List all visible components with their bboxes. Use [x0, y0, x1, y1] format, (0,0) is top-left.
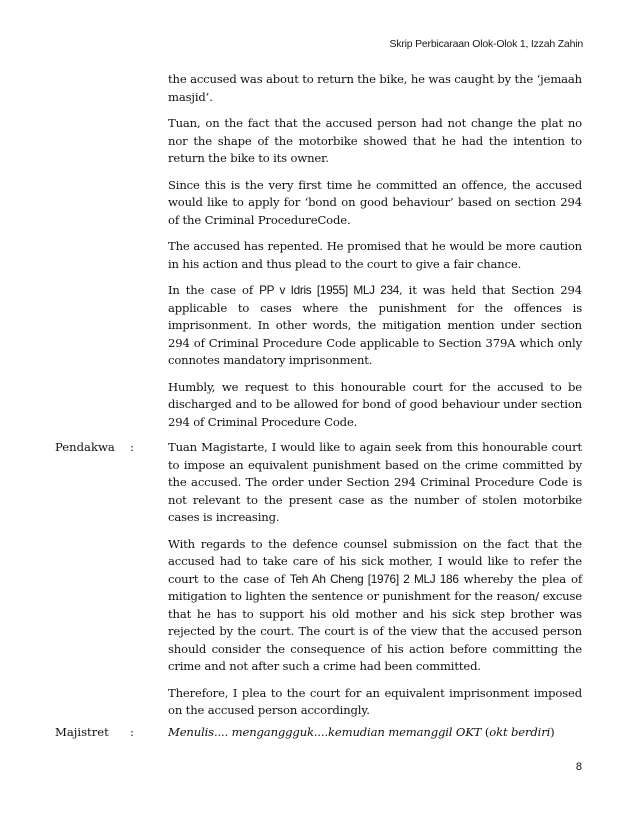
paragraph-text: , it was held that Section 294 applicable to cases where the punishment for the offences is imprisonment. In other words, the mitigation mention under section 294 of Criminal Procedure Code applicable to Section 379A which only connotes mandatory imprisonment.: [168, 283, 582, 367]
case-citation: Teh Ah Cheng [1976] 2 MLJ 186: [289, 571, 459, 586]
paragraph: the accused was about to return the bike, he was caught by the ‘jemaah masjid’.: [168, 72, 583, 104]
paragraph: Therefore, I plea to the court for an equivalent imprisonment imposed on the accused person accordingly.: [168, 685, 582, 717]
paren: ): [550, 725, 555, 739]
paragraph: Humbly, we request to this honourable court for the accused to be discharged and to be allowed for bond of good behaviour under section 294 of Criminal Procedure Code.: [168, 379, 582, 429]
prosecution-reply: [168, 439, 582, 729]
paragraph: Tuan Magistarte, I would like to again seek from this honourable court to impose an equivalent punishment based on the crime committed by the accused. The order under Section 294 Criminal Procedure Code is not relevant to the present case as the number of stolen motorbike cases is increasing.: [168, 440, 582, 524]
defence-submission: [168, 71, 582, 440]
running-header: Skrip Perbicaraan Olok-Olok 1, Izzah Zahin: [389, 38, 583, 50]
paragraph: [168, 536, 582, 676]
case-citation: PP v Idris [1955] MLJ 234: [259, 283, 400, 297]
paren: (: [481, 725, 490, 739]
paragraph-text: In the case of: [168, 283, 260, 297]
paragraph: Tuan, on the fact that the accused person had not change the plat no nor the shape of the motorbike showed that he had the intention to return the bike to its owner.: [168, 116, 582, 165]
stage-direction-note: okt berdiri: [489, 725, 551, 739]
page-number: 8: [575, 761, 582, 773]
speaker-label-majistret: Majistret: [55, 725, 109, 739]
stage-direction: Menulis.... menganggguk....kemudian memanggil OKT: [168, 725, 482, 739]
paragraph-text: whereby the plea of mitigation to lighten the sentence or punishment for the reason/ excuse that he has to support his old mother and his sick step brother was rejected by the court. The court is of the view that the accused person should consider the consequence of his action before committing the crime and not after such a crime had been committed.: [168, 571, 582, 673]
paragraph: Since this is the very first time he committed an offence, the accused would like to apply for ‘bond on good behaviour’ based on section 294 of the Criminal ProcedureCode.: [168, 177, 582, 227]
paragraph-text: With regards to the defence counsel submission on the fact that the accused had to take care of his sick mother, I would like to refer the court to the case of: [168, 536, 582, 586]
paragraph: [168, 282, 582, 370]
paragraph: The accused has repented. He promised that he would be more caution in his action and thus plead to the court to give a fair chance.: [168, 239, 582, 271]
speaker-colon: :: [130, 725, 134, 739]
speaker-label-pendakwa: Pendakwa: [55, 440, 115, 454]
speaker-colon: :: [130, 440, 134, 454]
magistrate-action: [168, 724, 582, 742]
